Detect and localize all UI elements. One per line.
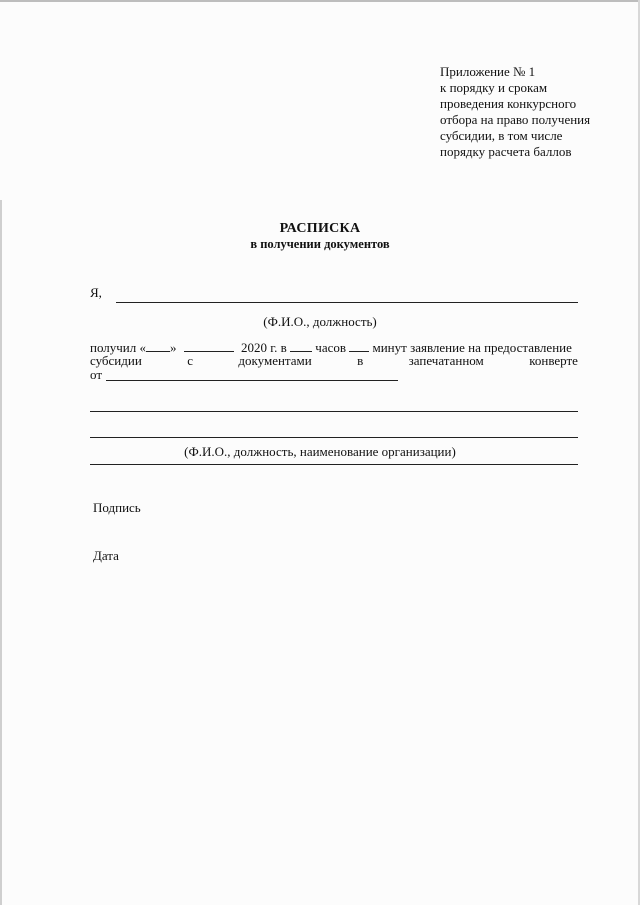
- received-text-5: минут заявление на предоставление: [372, 340, 572, 355]
- document-subtitle: в получении документов: [250, 237, 390, 251]
- document-title: РАСПИСКА: [279, 221, 361, 236]
- minutes-blank[interactable]: [349, 339, 369, 352]
- row-word: запечатанном: [408, 353, 484, 368]
- annex-line: порядку расчета баллов: [440, 144, 572, 159]
- org-line-1[interactable]: [90, 411, 578, 412]
- page-edge-top: [0, 0, 640, 2]
- annex-line: субсидии, в том числе: [440, 128, 563, 143]
- annex-line: проведения конкурсного: [440, 96, 577, 111]
- annex-line: Приложение № 1: [440, 64, 536, 79]
- page-edge-left: [0, 200, 2, 905]
- annex-line: отбора на право получения: [440, 112, 591, 127]
- received-text-1: получил «: [90, 340, 147, 355]
- annex-line: к порядку и срокам: [440, 80, 548, 95]
- fio-line[interactable]: [116, 302, 578, 303]
- received-text-2: »: [170, 340, 177, 355]
- row-word: конверте: [529, 353, 578, 368]
- month-blank[interactable]: [184, 339, 234, 352]
- org-caption: (Ф.И.О., должность, наименование организации): [184, 444, 456, 459]
- org-line-2[interactable]: [90, 437, 578, 438]
- i-label: Я,: [90, 285, 102, 300]
- from-line[interactable]: [106, 380, 398, 381]
- org-caption-rule: [90, 464, 578, 465]
- row-word: документами: [238, 353, 312, 368]
- signature-label: Подпись: [93, 500, 141, 515]
- subsidy-row: [90, 353, 578, 369]
- received-text-4: часов: [315, 340, 346, 355]
- row-word: субсидии: [90, 353, 142, 368]
- day-blank[interactable]: [146, 339, 170, 352]
- date-label: Дата: [93, 548, 119, 563]
- annex-header: [440, 64, 620, 160]
- fio-caption: (Ф.И.О., должность): [263, 314, 377, 329]
- row-word: в: [357, 353, 364, 368]
- from-label: от: [90, 367, 103, 382]
- received-text-3: 2020 г. в: [241, 340, 287, 355]
- row-word: с: [187, 353, 193, 368]
- hours-blank[interactable]: [290, 339, 312, 352]
